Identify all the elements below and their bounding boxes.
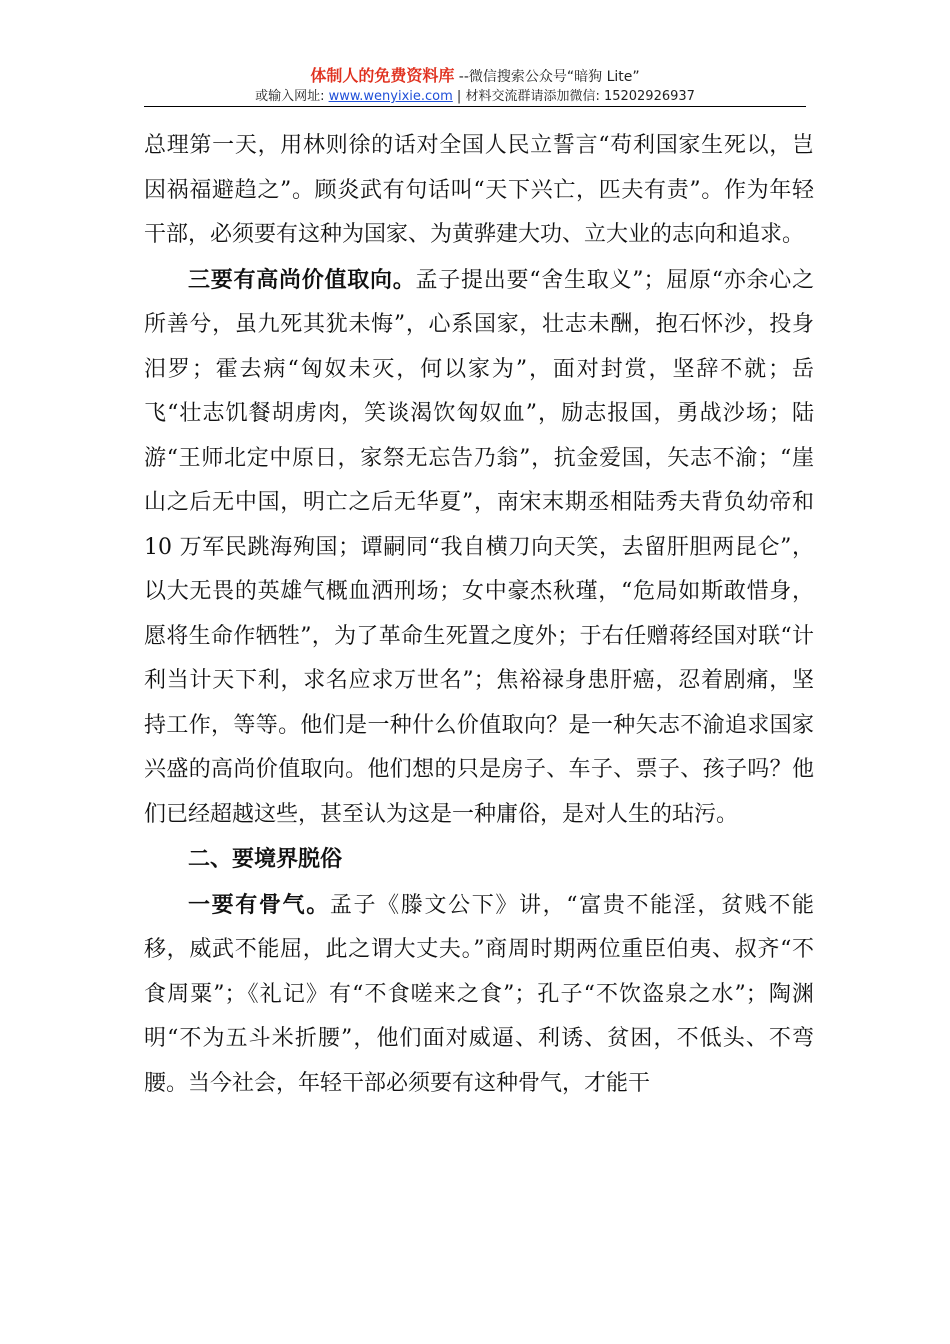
header-divider [144, 106, 806, 107]
paragraph-integrity [144, 883, 814, 1107]
page-header [144, 66, 806, 107]
paragraph-text: 总理第一天，用林则徐的话对全国人民立誓言“苟利国家生死以，岂因祸福避趋之”。顾炎武有句话叫“天下兴亡，匹夫有责”。作为年轻干部，必须要有这种为国家、为黄骅建大功、立大业的志向和追求。 [144, 133, 814, 247]
header-contact-line [144, 87, 806, 107]
url-prefix: 或输入网址: [255, 89, 329, 104]
header-subtitle: --微信搜索公众号“暗狗 Lite” [454, 69, 640, 85]
brand-name: 体制人的免费资料库 [310, 66, 455, 85]
document-body [144, 124, 814, 1106]
website-link[interactable]: www.wenyixie.com [328, 89, 453, 104]
heading-text: 二、要境界脱俗 [188, 846, 343, 872]
paragraph-value-orientation [144, 258, 814, 838]
paragraph-lead: 三要有高尚价值取向。 [188, 266, 416, 293]
paragraph-lead: 一要有骨气。 [188, 891, 330, 918]
contact-info: | 材料交流群请添加微信: 15202926937 [452, 89, 695, 104]
paragraph-text: 孟子《滕文公下》讲，“富贵不能淫，贫贱不能移，威武不能屈，此之谓大丈夫。”商周时期两位重臣伯夷、叔齐“不食周粟”；《礼记》有“不食嗟来之食”；孔子“不饮盗泉之水”；陶渊明“不为五斗米折腰”，他们面对威逼、利诱、贫困，不低头、不弯腰。当今社会，年轻干部必须要有这种骨气，才能干 [144, 892, 814, 1096]
section-heading [144, 837, 814, 883]
paragraph-text: 孟子提出要“舍生取义”；屈原“亦余心之所善兮，虽九死其犹未悔”，心系国家，壮志未酬，抱石怀沙，投身汨罗；霍去病“匈奴未灭，何以家为”，面对封赏，坚辞不就；岳飞“壮志饥餐胡虏肉，笑谈渴饮匈奴血”，励志报国，勇战沙场；陆游“王师北定中原日，家祭无忘告乃翁”，抗金爱国，矢志不渝；“崖山之后无中国，明亡之后无华夏”，南宋末期丞相陆秀夫背负幼帝和 10 万军民跳海殉国；谭嗣同“我自横刀向天笑，去留肝胆两昆仑”，以大无畏的英雄气概血洒刑场；女中豪杰秋瑾，“危局如斯敢惜身，愿将生命作牺牲”，为了革命生死置之度外；于右任赠蒋经国对联“计利当计天下利，求名应求万世名”；焦裕禄身患肝癌，忍着剧痛，坚持工作，等等。他们是一种什么价值取向？是一种矢志不渝追求国家兴盛的高尚价值取向。他们想的只是房子、车子、票子、孩子吗？他们已经超越这些，甚至认为这是一种庸俗，是对人生的玷污。 [144, 267, 814, 827]
header-title-line [144, 66, 806, 87]
paragraph-continuation [144, 124, 814, 258]
